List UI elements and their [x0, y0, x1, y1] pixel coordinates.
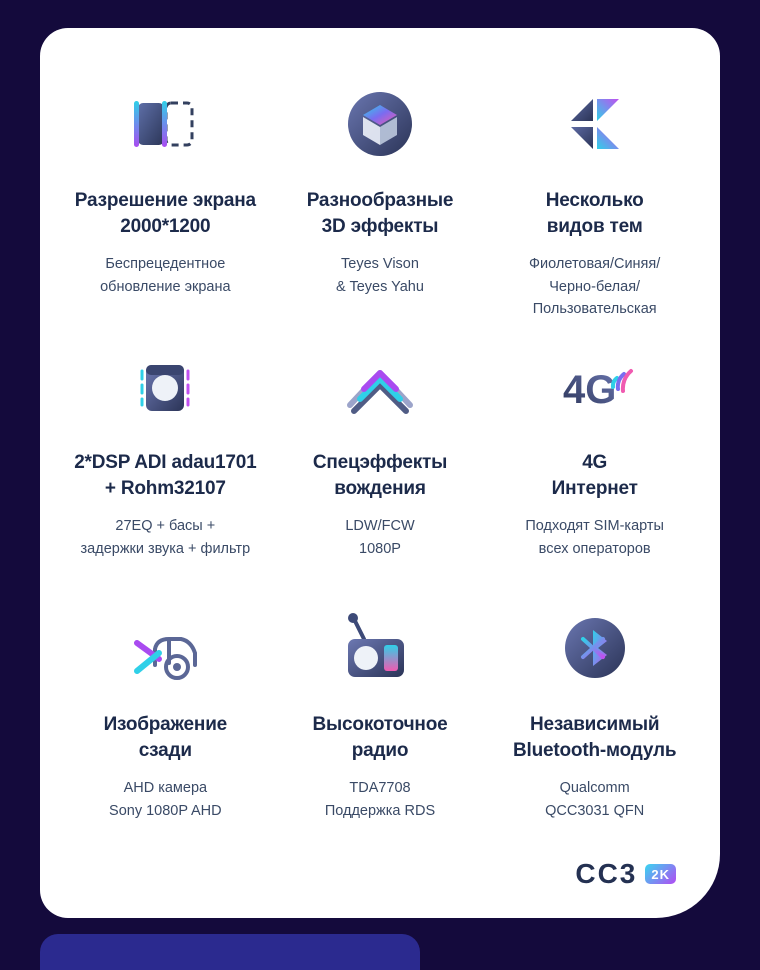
feature-desc: [336, 253, 424, 298]
themes-icon: [556, 72, 634, 176]
feature-desc-line: Фиолетовая/Синяя/: [529, 256, 661, 273]
feature-desc-line: Беспрецедентное: [105, 256, 226, 273]
feature-title-line: Несколько: [545, 190, 644, 211]
feature-title-line: Высокоточное: [312, 714, 448, 735]
feature-desc: [345, 515, 414, 560]
feature-title: [313, 712, 448, 763]
feature-title: [74, 450, 256, 501]
feature-item: [58, 596, 273, 858]
feature-title-line: Изображение: [103, 714, 228, 735]
feature-desc-line: 1080P: [359, 540, 401, 557]
feature-title: [513, 712, 676, 763]
feature-title-line: Независимый: [529, 714, 660, 735]
feature-desc-line: обновление экрана: [100, 278, 231, 295]
feature-title: [75, 188, 256, 239]
cube-3d-effects-icon: [341, 72, 419, 176]
feature-desc-line: Sony 1080P AHD: [109, 802, 222, 819]
feature-title: [313, 450, 447, 501]
svg-text:4G: 4G: [562, 368, 617, 412]
feature-item: [487, 334, 702, 596]
feature-desc-line: задержки звука + фильтр: [80, 540, 251, 557]
feature-title: [307, 188, 454, 239]
feature-title-line: 2000*1200: [120, 215, 211, 237]
logo-badge: 2K: [645, 864, 676, 884]
feature-desc-line: Qualcomm: [559, 780, 630, 797]
logo-text: CC3: [575, 858, 638, 889]
feature-item: [273, 72, 488, 334]
feature-title-line: Разнообразные: [306, 190, 454, 211]
feature-item: [58, 72, 273, 334]
feature-desc: [525, 515, 664, 560]
feature-desc: [81, 515, 251, 560]
feature-desc-line: 27EQ + басы +: [115, 518, 216, 535]
screen-resolution-icon: [126, 72, 204, 176]
feature-desc: [545, 777, 644, 822]
product-logo: [575, 858, 676, 890]
feature-item: [58, 334, 273, 596]
feature-desc: [529, 253, 660, 320]
feature-desc-line: LDW/FCW: [345, 518, 415, 535]
radio-icon: [330, 596, 430, 700]
4g-internet-icon: [545, 334, 645, 438]
features-card: [40, 28, 720, 918]
feature-title-line: 4G: [582, 452, 608, 473]
features-grid: [40, 72, 720, 858]
feature-desc-line: Teyes Vison: [341, 256, 419, 273]
feature-title-line: Bluetooth-модуль: [513, 739, 677, 761]
feature-title-line: вождения: [334, 477, 426, 499]
driving-effects-icon: [330, 334, 430, 438]
feature-desc: [100, 253, 230, 298]
feature-desc: [109, 777, 222, 822]
feature-desc-line: Поддержка RDS: [324, 802, 436, 819]
feature-title: [546, 188, 644, 239]
feature-desc-line: Подходят SIM-карты: [525, 518, 664, 535]
feature-item: [273, 596, 488, 858]
feature-desc: [325, 777, 435, 822]
feature-item: [487, 596, 702, 858]
dsp-chip-icon: [122, 334, 208, 438]
feature-title-line: сзади: [138, 739, 192, 761]
feature-title-line: Разрешение экрана: [74, 190, 256, 211]
feature-title-line: 2*DSP ADI adau1701: [74, 452, 257, 473]
feature-title-line: Спецэффекты: [312, 452, 448, 473]
feature-item: [487, 72, 702, 334]
feature-title-line: + Rohm32107: [104, 477, 226, 499]
feature-title-line: видов тем: [546, 215, 643, 237]
bottom-decorative-strip: [40, 934, 420, 970]
feature-title-line: радио: [351, 739, 409, 761]
feature-title: [552, 450, 638, 501]
feature-desc-line: AHD камера: [123, 780, 208, 797]
feature-title-line: Интернет: [551, 477, 638, 499]
feature-desc-line: TDA7708: [349, 780, 411, 797]
feature-desc-line: QCC3031 QFN: [545, 802, 645, 819]
feature-title-line: 3D эффекты: [321, 215, 439, 237]
bluetooth-icon: [555, 596, 635, 700]
feature-title: [104, 712, 227, 763]
feature-desc-line: Черно-белая/: [549, 278, 641, 295]
feature-item: [273, 334, 488, 596]
feature-desc-line: & Teyes Yahu: [336, 278, 424, 295]
feature-desc-line: Пользовательская: [532, 301, 657, 318]
feature-desc-line: всех операторов: [538, 540, 651, 557]
rear-camera-icon: [115, 596, 215, 700]
